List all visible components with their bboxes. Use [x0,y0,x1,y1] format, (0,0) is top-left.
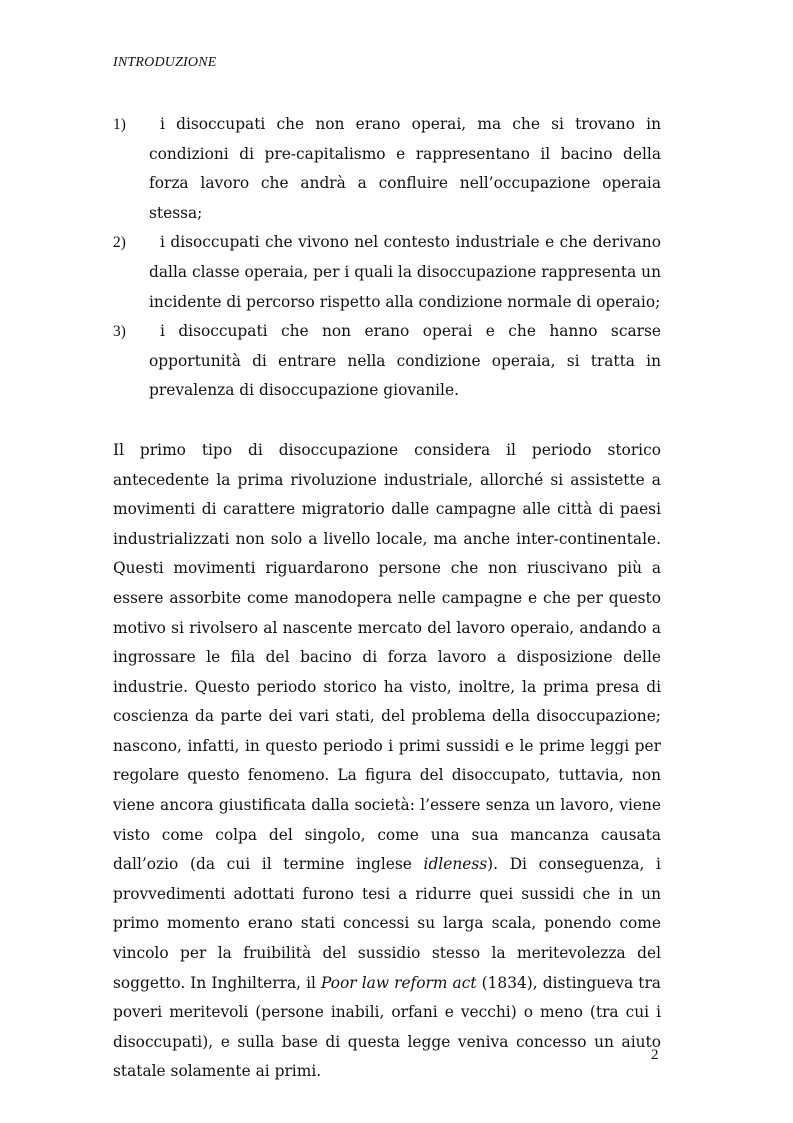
numbered-list [113,110,661,406]
paragraph-text: ). Di conseguenza, i provvedimenti adottati furono tesi a ridurre quei sussidi che in un primo momento erano stati concessi su larga scala, ponendo come vincolo per la fruibilità del sussidio stesso la meritevolezza del soggetto. In Inghilterra, il [113,855,661,992]
page-number: 2 [651,1047,659,1063]
list-text: i disoccupati che vivono nel contesto industriale e che derivano dalla classe operaia, per i quali la disoccupazione rappresenta un incidente di percorso rispetto alla condizione normale di operaio; [149,233,661,311]
law-title: Poor law reform act [321,973,477,992]
list-item [113,110,661,228]
running-header: INTRODUZIONE [113,55,217,70]
list-item [113,317,661,406]
body-paragraph [113,436,661,1087]
list-text: i disoccupati che non erano operai e che hanno scarse opportunità di entrare nella condizione operaia, si tratta in prevalenza di disoccupazione giovanile. [149,322,661,400]
list-item [113,228,661,317]
list-text: i disoccupati che non erano operai, ma che si trovano in condizioni di pre-capitalismo e rappresentano il bacino della forza lavoro che andrà a confluire nell’occupazione operaia stessa; [149,115,661,222]
paragraph-text: Il primo tipo di disoccupazione considera il periodo storico antecedente la prima rivoluzione industriale, allorché si assistette a movimenti di carattere migratorio dalle campagne alle città di paesi industrializzati non solo a livello locale, ma anche inter-continentale. Questi movimenti riguardarono persone che non riuscivano più a essere assorbite come manodopera nelle campagne e che per questo motivo si rivolsero al nascente mercato del lavoro operaio, andando a ingrossare le fila del bacino di forza lavoro a disposizione delle industrie. Questo periodo storico ha visto, inoltre, la prima presa di coscienza da parte dei vari stati, del problema della disoccupazione; nascono, infatti, in questo periodo i primi sussidi e le prime leggi per regolare questo fenomeno. La figura del disoccupato, tuttavia, non viene ancora giustificata dalla società: l’essere senza un lavoro, viene visto come colpa del singolo, come una sua mancanza causata dall’ozio (da cui il termine inglese [113,440,661,874]
paragraph-text: (1834), distingueva tra poveri meritevoli (persone inabili, orfani e vecchi) o meno (tra cui i disoccupati), e sulla base di questa legge veniva concesso un aiuto statale solamente ai primi. [113,973,661,1081]
list-number: 1) [113,116,126,133]
list-number: 3) [113,323,126,341]
emphasized-term: idleness [423,855,488,874]
page-content [113,110,661,1087]
list-number: 2) [113,234,126,252]
